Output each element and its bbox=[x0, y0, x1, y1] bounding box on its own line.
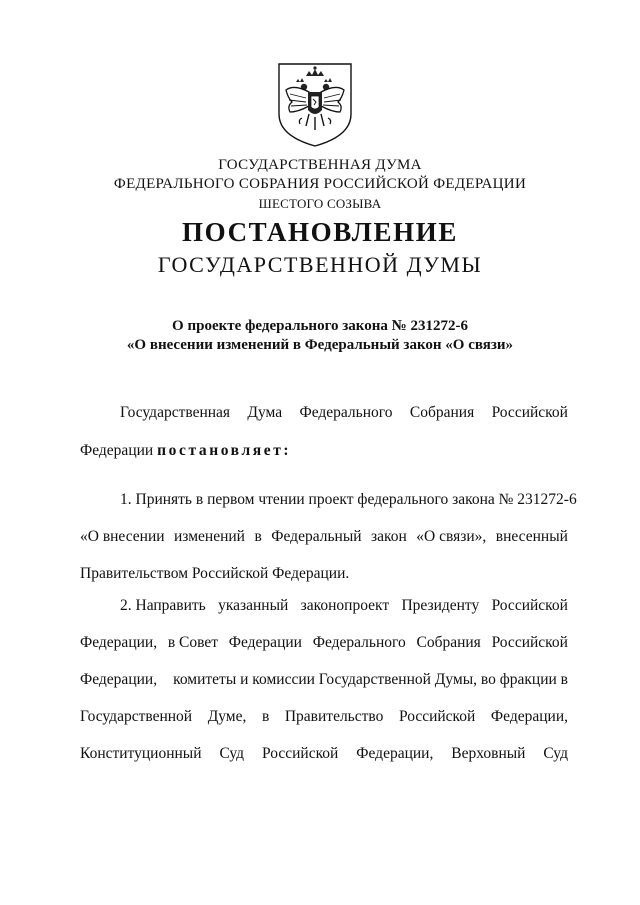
word: законопроект bbox=[300, 597, 390, 614]
word: в Совет bbox=[167, 634, 218, 651]
word: Российской bbox=[261, 745, 339, 762]
item-1-line-3: Правительством Российской Федерации. bbox=[80, 565, 350, 582]
word: Правительство bbox=[284, 708, 384, 725]
word: Государственной bbox=[80, 708, 193, 725]
word: Верховный bbox=[451, 745, 526, 762]
word: Суд bbox=[543, 745, 568, 762]
word: Федерации, bbox=[490, 708, 568, 725]
preamble-line-1 bbox=[80, 404, 568, 422]
word: Собрания bbox=[416, 634, 481, 651]
word: комитеты и комиссии Государственной Думы, во фракции в bbox=[173, 671, 568, 688]
word: Президенту bbox=[401, 597, 480, 614]
item-2-line-5 bbox=[80, 745, 568, 763]
word: Федерации, bbox=[80, 671, 158, 688]
item-1-line-2 bbox=[80, 528, 568, 546]
word: Российской bbox=[491, 634, 568, 651]
word: Государственная bbox=[120, 404, 231, 421]
word: указанный bbox=[218, 597, 289, 614]
word: Федерации, bbox=[356, 745, 434, 762]
word: закон bbox=[371, 528, 407, 545]
preamble-line-2 bbox=[80, 442, 568, 460]
word: Российской bbox=[398, 708, 476, 725]
item-2-line-3 bbox=[80, 671, 568, 689]
coat-of-arms-emblem bbox=[276, 62, 354, 148]
word: «О внесении bbox=[80, 528, 165, 545]
word: Федерации, bbox=[80, 634, 158, 651]
word: «О связи», bbox=[416, 528, 487, 545]
word: Думе, bbox=[207, 708, 247, 725]
issuer-line-3: ШЕСТОГО СОЗЫВА bbox=[258, 196, 382, 211]
word: Российской bbox=[491, 597, 568, 614]
issuer-header bbox=[0, 156, 640, 213]
resolution-subject bbox=[0, 317, 640, 355]
item-2-line-4 bbox=[80, 708, 568, 726]
word: 2. Направить bbox=[120, 597, 206, 614]
word: Дума bbox=[247, 404, 283, 421]
word: изменений bbox=[174, 528, 245, 545]
item-2-line-1 bbox=[80, 597, 568, 615]
word: в bbox=[261, 708, 270, 725]
word: Конституционный bbox=[80, 745, 202, 762]
decision-verb: постановляет: bbox=[157, 442, 292, 459]
word: Суд bbox=[219, 745, 245, 762]
word: Федерального bbox=[312, 634, 406, 651]
issuer-line-1: ГОСУДАРСТВЕННАЯ ДУМА bbox=[218, 157, 422, 173]
word: Собрания bbox=[409, 404, 475, 421]
word: Федерации bbox=[228, 634, 302, 651]
word: Российской bbox=[491, 404, 568, 421]
word: Федеральный bbox=[271, 528, 362, 545]
item-1-line-1: 1. Принять в первом чтении проект федерального закона № 231272-6 bbox=[120, 491, 577, 508]
word: в bbox=[254, 528, 262, 545]
word: внесенный bbox=[495, 528, 568, 545]
word: Федерального bbox=[299, 404, 393, 421]
item-2-line-2 bbox=[80, 634, 568, 652]
subject-line-1: О проекте федерального закона № 231272-6 bbox=[172, 318, 468, 334]
document-title: ПОСТАНОВЛЕНИЕ bbox=[182, 217, 458, 247]
subject-line-2: «О внесении изменений в Федеральный закон «О связи» bbox=[126, 337, 514, 353]
document-subtitle: ГОСУДАРСТВЕННОЙ ДУМЫ bbox=[157, 252, 483, 277]
preamble-text: Федерации bbox=[80, 442, 158, 459]
issuer-line-2: ФЕДЕРАЛЬНОГО СОБРАНИЯ РОССИЙСКОЙ ФЕДЕРАЦИИ bbox=[113, 176, 527, 192]
